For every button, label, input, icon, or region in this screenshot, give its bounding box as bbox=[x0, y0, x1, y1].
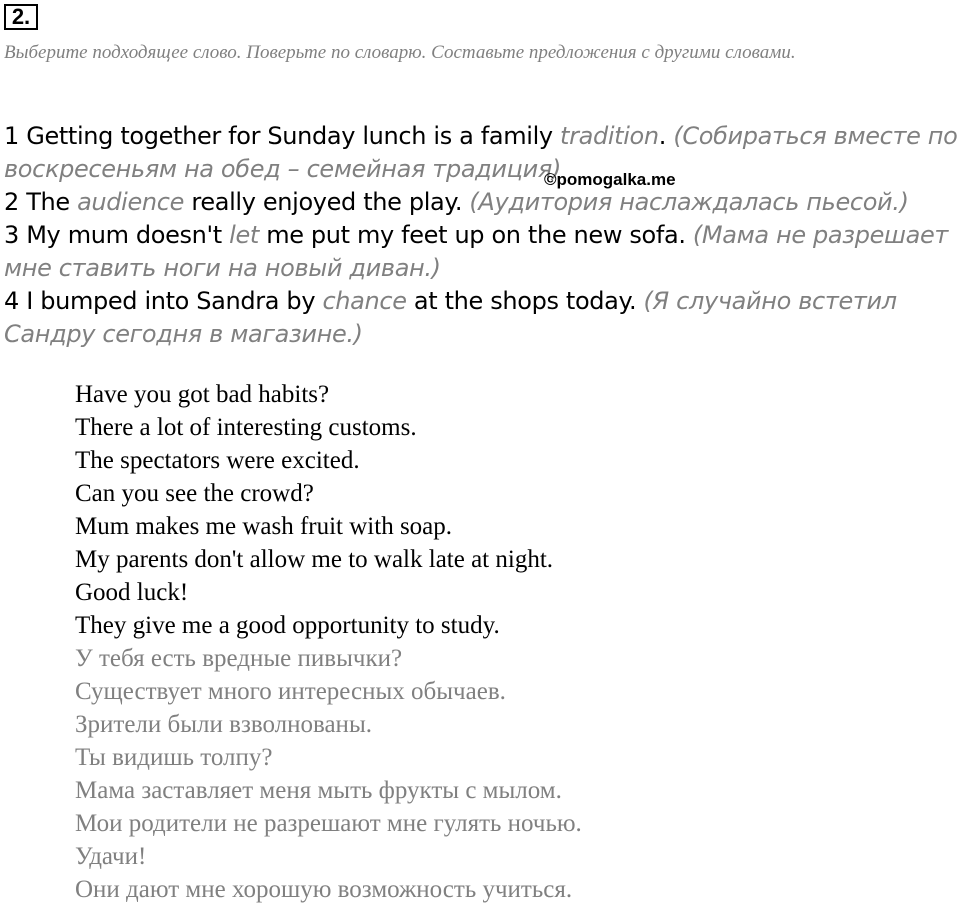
translation: (Собираться вместе по воскресеньям на обед – семейная традиция) bbox=[4, 122, 958, 183]
answer-word: audience bbox=[77, 188, 185, 216]
english-line: There a lot of interesting customs. bbox=[75, 414, 417, 441]
sentence-text: 1 Getting together for Sunday lunch is a family bbox=[4, 122, 561, 150]
answer-sentences bbox=[4, 120, 959, 351]
sentence-text: 4 I bumped into Sandra by bbox=[4, 287, 323, 315]
english-line: Mum makes me wash fruit with soap. bbox=[75, 513, 453, 540]
sentence-text: me put my feet up on the new sofa. bbox=[258, 221, 693, 249]
watermark: ©pomogalka.me bbox=[544, 170, 676, 189]
sentence-text: . bbox=[658, 122, 674, 150]
english-line: My parents don't allow me to walk late at night. bbox=[75, 546, 554, 573]
translation: (Аудитория наслаждалась пьесой.) bbox=[469, 188, 909, 216]
english-line: The spectators were excited. bbox=[75, 447, 360, 474]
sentence-text: 3 My mum doesn't bbox=[4, 221, 230, 249]
russian-line: Мои родители не разрешают мне гулять ночью. bbox=[75, 810, 582, 837]
english-line: Can you see the crowd? bbox=[75, 480, 314, 507]
english-line: Good luck! bbox=[75, 579, 189, 606]
answer-word: let bbox=[229, 221, 259, 249]
exercise-instruction: Выберите подходящее слово. Поверьте по словарю. Составьте предложения с другими словами. bbox=[4, 42, 796, 63]
russian-line: Существует много интересных обычаев. bbox=[75, 678, 506, 705]
sentence-4 bbox=[4, 285, 959, 351]
sentence-text: 2 The bbox=[4, 188, 78, 216]
russian-line: Зрители были взволнованы. bbox=[75, 711, 372, 738]
sentence-text: really enjoyed the play. bbox=[184, 188, 470, 216]
russian-line: Мама заставляет меня мыть фрукты с мылом. bbox=[75, 777, 562, 804]
russian-line: Ты видишь толпу? bbox=[75, 744, 273, 771]
english-line: They give me a good opportunity to study. bbox=[75, 612, 500, 639]
sentence-text: at the shops today. bbox=[406, 287, 644, 315]
russian-line: У тебя есть вредные пивычки? bbox=[75, 645, 403, 672]
answer-word: chance bbox=[322, 287, 407, 315]
exercise-number: 2. bbox=[4, 4, 38, 30]
russian-line: Они дают мне хорошую возможность учиться. bbox=[75, 876, 573, 903]
answer-word: tradition bbox=[560, 122, 659, 150]
translation: (Мама не разрешает мне ставить ноги на новый диван.) bbox=[4, 221, 949, 282]
sentence-3 bbox=[4, 219, 959, 285]
sentence-2 bbox=[4, 186, 959, 219]
example-sentences-list bbox=[75, 378, 945, 906]
translation: (Я случайно встетил Сандру сегодня в магазине.) bbox=[4, 287, 897, 348]
russian-line: Удачи! bbox=[75, 843, 147, 870]
sentence-1 bbox=[4, 120, 959, 186]
english-line: Have you got bad habits? bbox=[75, 381, 330, 408]
